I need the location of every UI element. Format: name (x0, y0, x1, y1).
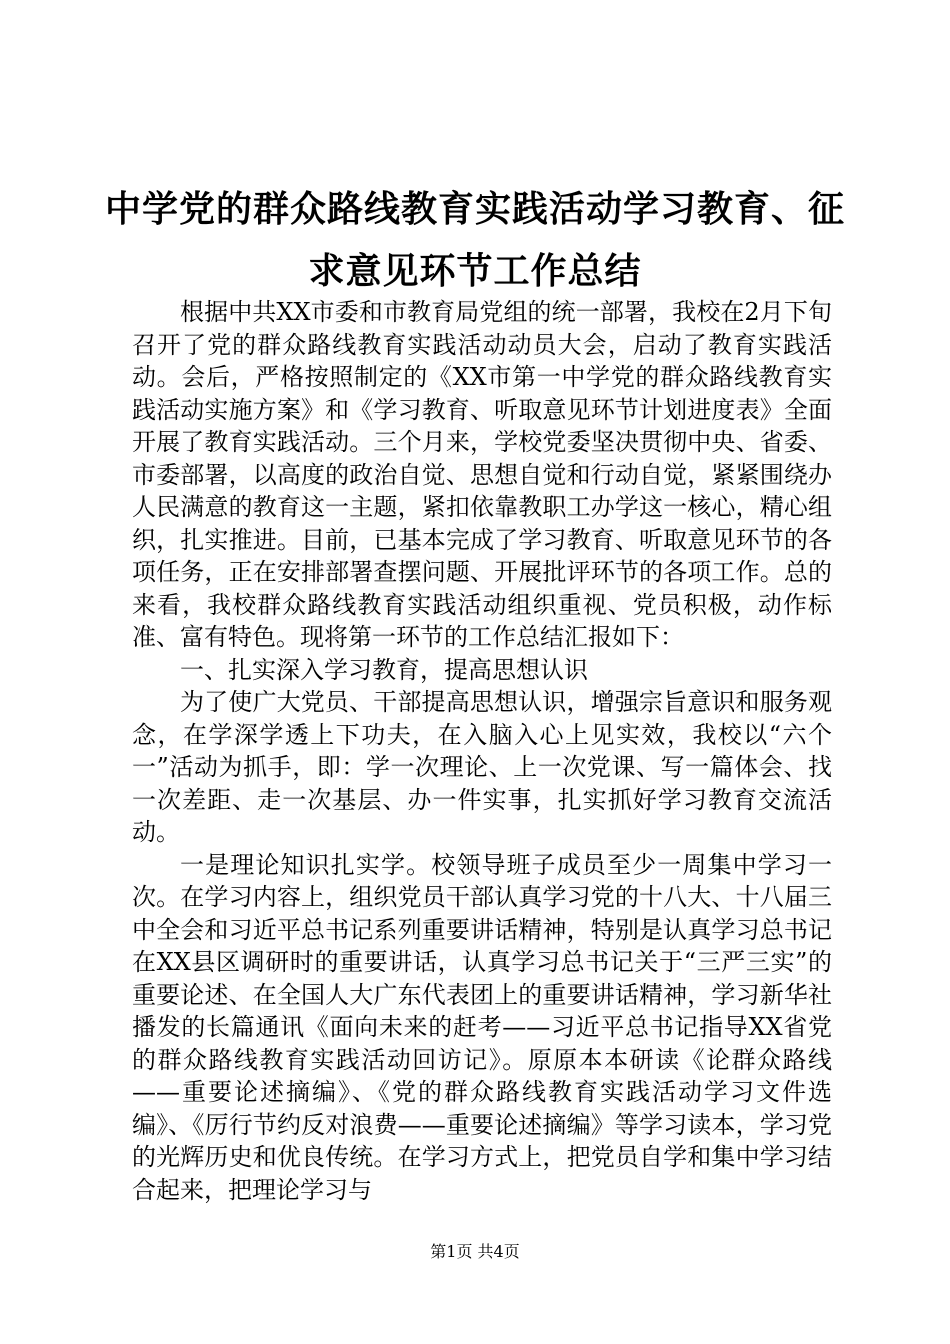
document-body (132, 296, 832, 1206)
document-title: 中学党的群众路线教育实践活动学习教育、征求意见环节工作总结 (104, 188, 845, 292)
paragraph-six-ones: 为了使广大党员、干部提高思想认识，增强宗旨意识和服务观念，在学深学透上下功夫，在入脑入心上见实效，我校以“六个一”活动为抓手，即：学一次理论、上一次党课、写一篇体会、找一次差距、走一次基层、办一件实事，扎实抓好学习教育交流活动。 (132, 688, 832, 846)
paragraph-theory-study: 一是理论知识扎实学。校领导班子成员至少一周集中学习一次。在学习内容上，组织党员干部认真学习党的十八大、十八届三中全会和习近平总书记系列重要讲话精神，特别是认真学习总书记在XX县区调研时的重要讲话，认真学习总书记关于“三严三实”的重要论述、在全国人大广东代表团上的重要讲话精神，学习新华社播发的长篇通讯《面向未来的赶考——习近平总书记指导XX省党的群众路线教育实践活动回访记》。原原本本研读《论群众路线——重要论述摘编》、《党的群众路线教育实践活动学习文件选编》、《厉行节约反对浪费——重要论述摘编》等学习读本，学习党的光辉历史和优良传统。在学习方式上，把党员自学和集中学习结合起来，把理论学习与 (132, 850, 832, 1204)
section-heading-1: 一、扎实深入学习教育，提高思想认识 (180, 655, 588, 684)
paragraph-intro: 根据中共XX市委和市教育局党组的统一部署，我校在2月下旬召开了党的群众路线教育实践活动动员大会，启动了教育实践活动。会后，严格按照制定的《XX市第一中学党的群众路线教育实践活动实施方案》和《学习教育、听取意见环节计划进度表》全面开展了教育实践活动。三个月来，学校党委坚决贯彻中央、省委、市委部署，以高度的政治自觉、思想自觉和行动自觉，紧紧围绕办人民满意的教育这一主题，紧扣依靠教职工办学这一核心，精心组织，扎实推进。目前，已基本完成了学习教育、听取意见环节的各项任务，正在安排部署查摆问题、开展批评环节的各项工作。总的来看，我校群众路线教育实践活动组织重视、党员积极，动作标准、富有特色。现将第一环节的工作总结汇报如下： (132, 298, 832, 651)
page-footer: 第1页 共4页 (430, 1242, 520, 1261)
